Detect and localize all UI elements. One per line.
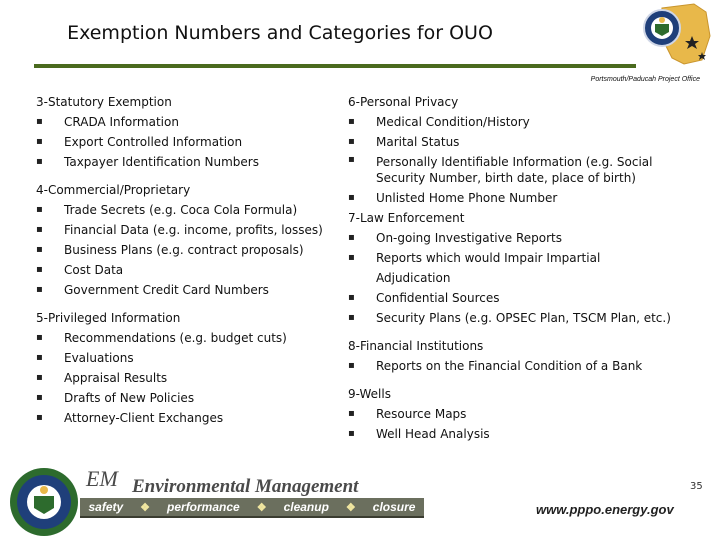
section-heading: 8-Financial Institutions [348,339,484,353]
tagline-closure: closure [372,500,416,514]
list-item: ▪ Taxpayer Identification Numbers [36,152,336,172]
section-heading: 7-Law Enforcement [348,211,465,225]
list-item: ▪ Attorney-Client Exchanges [36,408,336,428]
list-item: ▪ Recommendations (e.g. budget cuts) [36,328,336,348]
tagline-separator-icon: ❖ [140,501,151,514]
doe-seal-icon [632,2,712,72]
section-heading: 5-Privileged Information [36,311,181,325]
list-item: ▪ Confidential Sources [348,288,678,308]
footer-url[interactable]: www.pppo.energy.gov [536,502,674,517]
list-item: ▪ CRADA Information [36,112,336,132]
list-item: ▪ Reports which would Impair Impartial Adjudication [348,248,678,288]
list-item: ▪ Medical Condition/History [348,112,678,132]
list-item: ▪ Cost Data [36,260,336,280]
section-heading: 9-Wells [348,387,391,401]
tagline-safety: safety [88,500,124,514]
em-tagline-bar [80,498,424,518]
right-column [348,92,678,444]
list-item: ▪ Reports on the Financial Condition of a Bank [348,356,678,376]
left-column [36,92,336,428]
list-item: ▪ Evaluations [36,348,336,368]
tagline-cleanup: cleanup [283,500,329,514]
list-item: ▪ Appraisal Results [36,368,336,388]
list-item: ▪ Trade Secrets (e.g. Coca Cola Formula) [36,200,336,220]
list-item: ▪ Drafts of New Policies [36,388,336,408]
title-rule [34,64,636,68]
list-item: ▪ Financial Data (e.g. income, profits, losses) [36,220,336,240]
list-item: ▪ Government Credit Card Numbers [36,280,336,300]
section-heading: 6-Personal Privacy [348,95,459,109]
list-item: ▪ Unlisted Home Phone Number [348,188,678,208]
list-item: ▪ Personally Identifiable Information (e.g. Social Security Number, birth date, place of birth) [348,152,678,188]
section-heading: 4-Commercial/Proprietary [36,183,191,197]
list-item: ▪ Well Head Analysis [348,424,678,444]
slide-title: Exemption Numbers and Categories for OUO [67,22,493,44]
em-title: Environmental Management [132,476,359,497]
em-letters: EM [86,466,118,491]
tagline-separator-icon: ❖ [345,501,356,514]
list-item: ▪ Resource Maps [348,404,678,424]
office-label: Portsmouth/Paducah Project Office [590,76,700,83]
page-number: 35 [690,481,703,492]
list-item: ▪ Export Controlled Information [36,132,336,152]
tagline-separator-icon: ❖ [256,501,267,514]
list-item: ▪ Security Plans (e.g. OPSEC Plan, TSCM Plan, etc.) [348,308,678,328]
list-item: ▪ Business Plans (e.g. contract proposals) [36,240,336,260]
list-item: ▪ On-going Investigative Reports [348,228,678,248]
tagline-performance: performance [167,500,240,514]
section-heading: 3-Statutory Exemption [36,95,172,109]
doe-seal-footer-icon [8,466,80,538]
list-item: ▪ Marital Status [348,132,678,152]
